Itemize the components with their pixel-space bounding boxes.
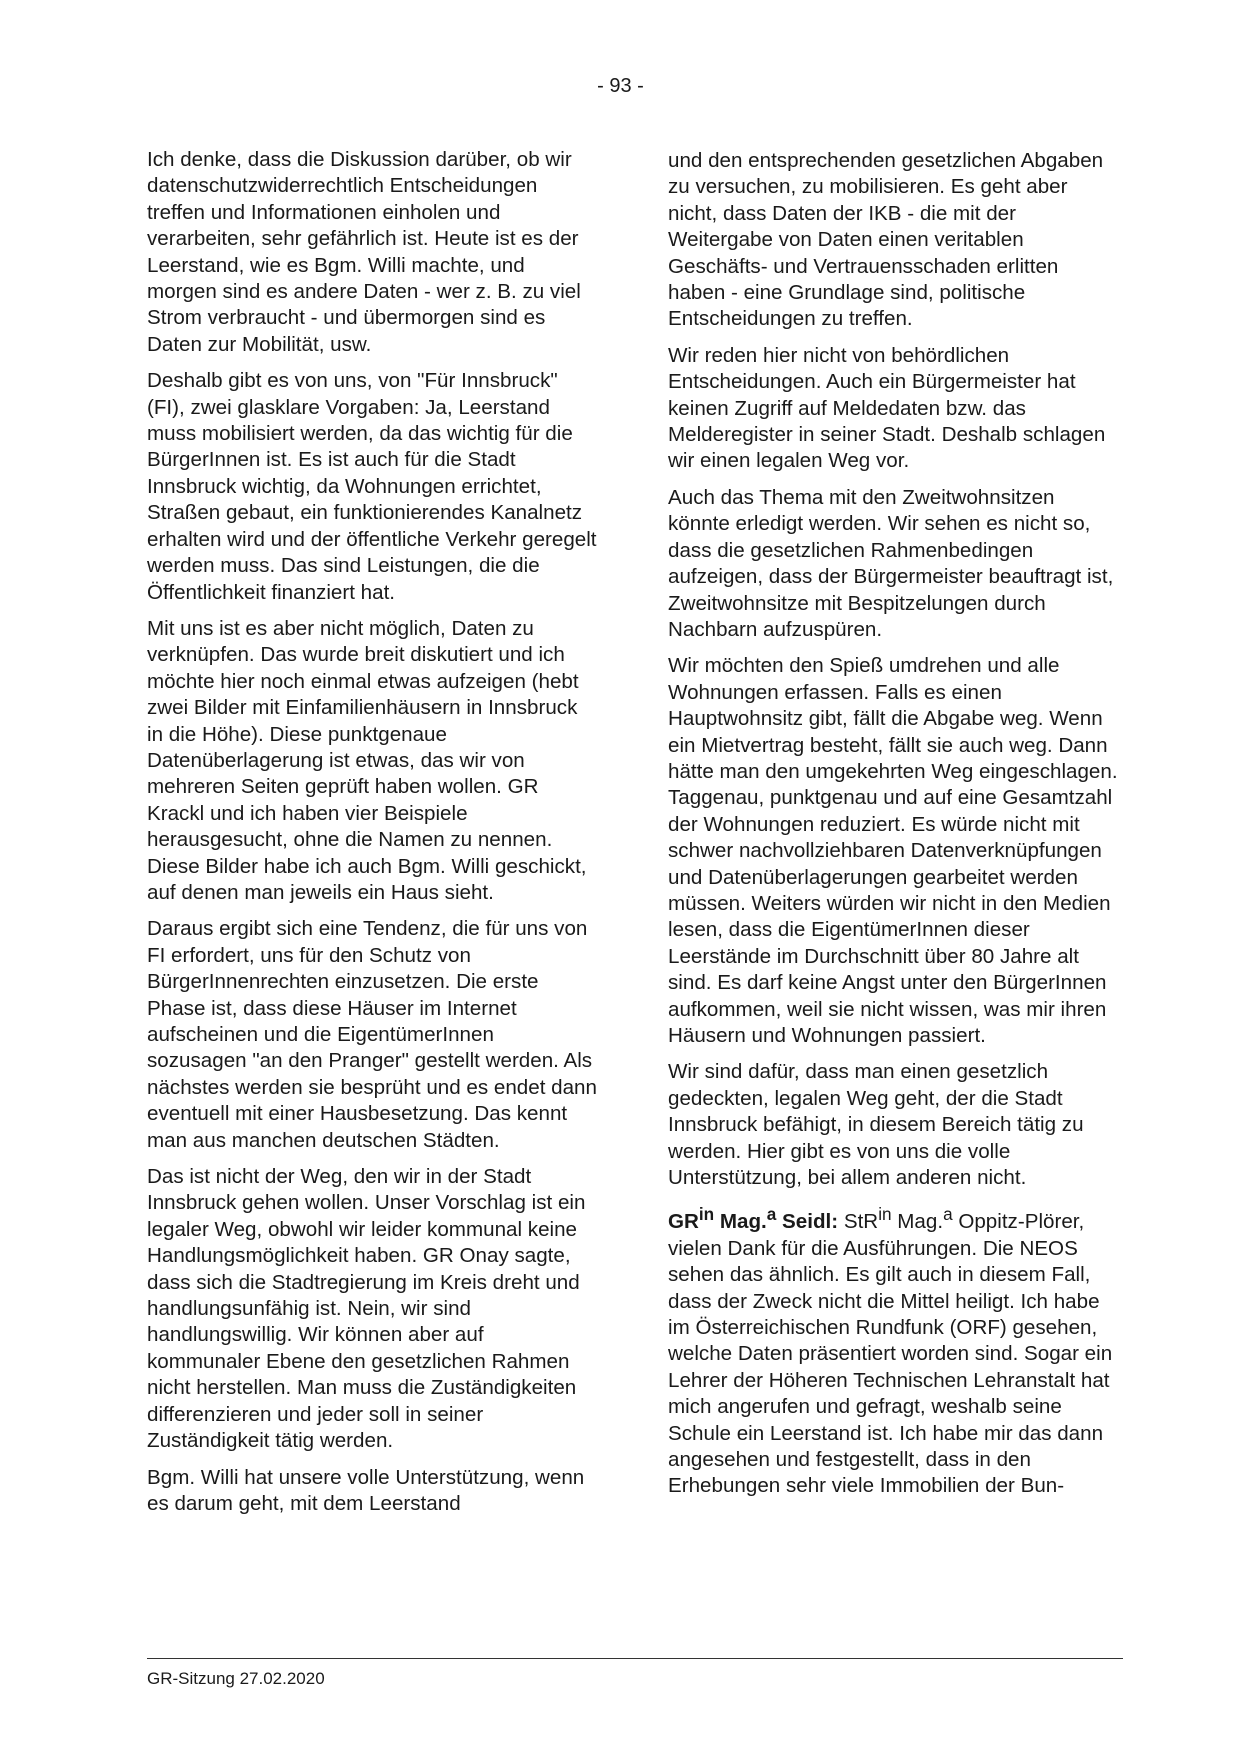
- paragraph: Daraus ergibt sich eine Tendenz, die für uns von FI erfordert, uns für den Schutz von BürgerInnenrechten einzusetzen. Die erste Phase ist, dass diese Häuser im Internet aufscheinen und die EigentümerInnen sozusagen "an den Pranger" gestellt werden. Als nächstes werden sie besprüht und es endet dann eventuell mit einer Hausbesetzung. Das kennt man aus manchen deutschen Städten.: [147, 917, 597, 1152]
- speaker-title-sup: a: [766, 1204, 777, 1225]
- paragraph: Auch das Thema mit den Zweitwohnsitzen könnte erledigt werden. Wir sehen es nicht so, dass die gesetzlichen Rahmenbedingen aufzeigen, dass der Bürgermeister beauftragt ist, Zweitwohnsitze mit Bespitzelungen durch Nachbarn aufzuspüren.: [668, 485, 1114, 641]
- page-number: - 93 -: [597, 75, 644, 97]
- speech-paragraph: [668, 1201, 1120, 1499]
- speech-text: Oppitz-Plörer, vielen Dank für die Ausführungen. Die NEOS sehen das ähnlich. Es gilt auch in diesem Fall, dass der Zweck nicht die Mittel heiligt. Ich habe im Österreichischen Rundfunk (ORF) gesehen, welche Daten präsentiert worden sind. Sogar ein Lehrer der Höheren Technischen Lehranstalt hat mich angerufen und gefragt, weshalb seine Schule ein Leerstand ist. Ich habe mir das dann angesehen und festgestellt, dass in den Erhebungen sehr viele Immobilien der Bun-: [668, 1210, 1113, 1498]
- speaker-prefix: GR: [668, 1210, 699, 1234]
- paragraph: Wir möchten den Spieß umdrehen und alle Wohnungen erfassen. Falls es einen Hauptwohnsitz gibt, fällt die Abgabe weg. Wenn ein Mietvertrag besteht, fällt sie auch weg. Dann hätte man den umgekehrten Weg eingeschlagen. Taggenau, punktgenau und auf eine Gesamtzahl der Wohnungen reduziert. Es würde nicht mit schwer nachvollziehbaren Datenverknüpfungen und Datenüberlagerungen gearbeitet werden müssen. Weiters würden wir nicht in den Medien lesen, dass die EigentümerInnen dieser Leerstände im Durchschnitt über 80 Jahre alt sind. Es darf keine Angst unter den BürgerInnen aufkommen, weil sie nicht wissen, was mir ihren Häusern und Wohnungen passiert.: [668, 654, 1118, 1047]
- paragraph: Das ist nicht der Weg, den wir in der Stadt Innsbruck gehen wollen. Unser Vorschlag ist ein legaler Weg, obwohl wir leider kommunal keine Handlungsmöglichkeit haben. GR Onay sagte, dass sich die Stadtregierung im Kreis dreht und handlungsunfähig ist. Nein, wir sind handlungswillig. Wir können aber auf kommunaler Ebene den gesetzlichen Rahmen nicht herstellen. Man muss die Zuständigkeiten differenzieren und jeder soll in seiner Zuständigkeit tätig werden.: [147, 1165, 586, 1453]
- paragraph: Deshalb gibt es von uns, von "Für Innsbruck" (FI), zwei glasklare Vorgaben: Ja, Leerstand muss mobilisiert werden, da das wichtig für die BürgerInnen ist. Es ist auch für die Stadt Innsbruck wichtig, da Wohnungen errichtet, Straßen gebaut, ein funktionierendes Kanalnetz erhalten wird und der öffentliche Verkehr geregelt werden muss. Das sind Leistungen, die die Öffentlichkeit finanziert hat.: [147, 369, 597, 604]
- speaker-surname: Seidl:: [776, 1210, 839, 1234]
- paragraph: Mit uns ist es aber nicht möglich, Daten zu verknüpfen. Das wurde breit diskutiert und ich möchte hier noch einmal etwas aufzeigen (hebt zwei Bilder mit Einfamilienhäusern in Innsbruck in die Höhe). Diese punktgenaue Datenüberlagerung ist etwas, das wir von mehreren Seiten geprüft haben wollen. GR Krackl und ich haben vier Beispiele herausgesucht, ohne die Namen zu nennen. Diese Bilder habe ich auch Bgm. Willi geschickt, auf denen man jeweils ein Haus sieht.: [147, 616, 587, 904]
- addressee-title: Mag.: [891, 1210, 944, 1234]
- paragraph: Ich denke, dass die Diskussion darüber, ob wir datenschutzwiderrechtlich Entscheidungen treffen und Informationen einholen und verarbeiten, sehr gefährlich ist. Heute ist es der Leerstand, wie es Bgm. Willi machte, und morgen sind es andere Daten - wer z. B. zu viel Strom verbraucht - und übermorgen sind es Daten zur Mobilität, usw.: [147, 148, 581, 356]
- paragraph: Wir reden hier nicht von behördlichen Entscheidungen. Auch ein Bürgermeister hat keinen Zugriff auf Meldedaten bzw. das Melderegister in seiner Stadt. Deshalb schlagen wir einen legalen Weg vor.: [668, 343, 1106, 473]
- speaker-prefix-sup: in: [698, 1204, 715, 1225]
- speaker-name: [668, 1204, 839, 1234]
- paragraph: Wir sind dafür, dass man einen gesetzlich gedeckten, legalen Weg geht, der die Stadt Innsbruck befähigt, in diesem Bereich tätig zu werden. Hier gibt es von uns die volle Unterstützung, bei allem anderen nicht.: [668, 1060, 1084, 1190]
- left-column: [147, 147, 599, 1527]
- addressee-title-sup: a: [943, 1204, 953, 1225]
- footer-text: GR-Sitzung 27.02.2020: [147, 1669, 325, 1688]
- paragraph: Bgm. Willi hat unsere volle Unterstützung, wenn es darum geht, mit dem Leerstand: [147, 1465, 585, 1515]
- footer-divider: [147, 1658, 1123, 1659]
- addressee-prefix: StR: [838, 1210, 879, 1234]
- paragraph: und den entsprechenden gesetzlichen Abgaben zu versuchen, zu mobilisieren. Es geht aber nicht, dass Daten der IKB - die mit der Weitergabe von Daten einen veritablen Geschäfts- und Vertrauensschaden erlitten haben - eine Grundlage sind, politische Entscheidungen zu treffen.: [668, 149, 1104, 331]
- addressee-prefix-sup: in: [878, 1204, 892, 1225]
- speaker-title: Mag.: [714, 1210, 767, 1234]
- right-column: [668, 148, 1120, 1510]
